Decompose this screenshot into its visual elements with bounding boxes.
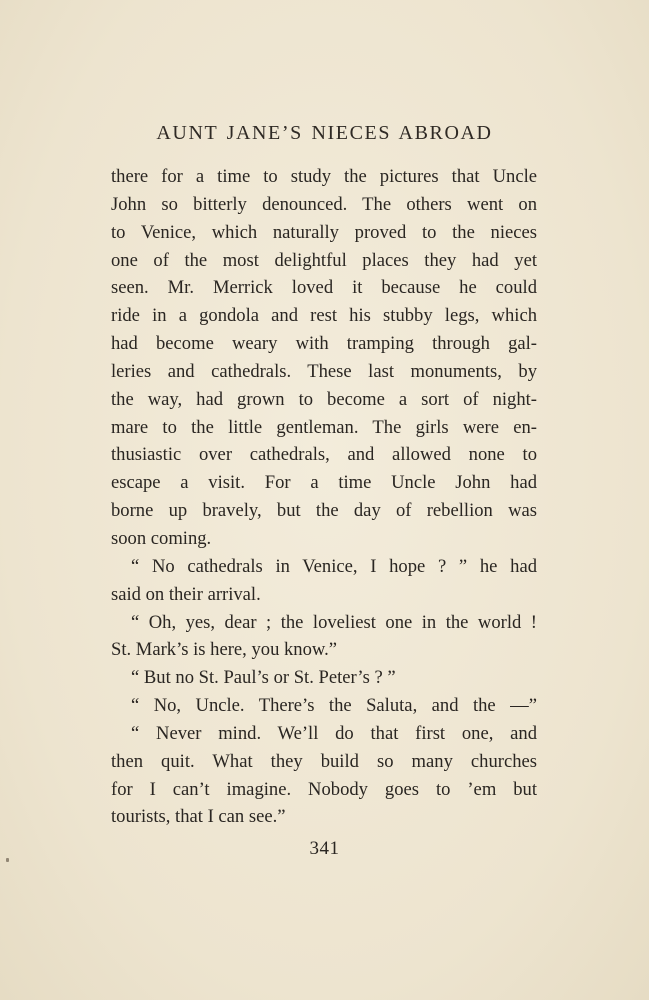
text-line: said on their arrival. — [111, 583, 261, 605]
text-line: mare to the little gentleman. The girls were en- — [111, 416, 537, 438]
text-line: the way, had grown to become a sort of night- — [111, 388, 537, 410]
paper-speck — [6, 858, 9, 862]
page-number: 341 — [309, 838, 340, 859]
text-line: borne up bravely, but the day of rebellion was — [111, 500, 537, 522]
text-line: “ No cathedrals in Venice, I hope ? ” he had — [131, 555, 537, 577]
running-head: AUNT JANE’S NIECES ABROAD — [156, 122, 493, 144]
text-line: seen. Mr. Merrick loved it because he could — [111, 277, 537, 299]
text-line: to Venice, which naturally proved to the nieces — [111, 221, 537, 243]
text-line: had become weary with tramping through gal- — [111, 333, 537, 355]
text-line: tourists, that I can see.” — [111, 806, 286, 828]
text-line: St. Mark’s is here, you know.” — [111, 639, 338, 661]
text-line: “ But no St. Paul’s or St. Peter’s ? ” — [131, 667, 396, 689]
text-line: “ Oh, yes, dear ; the loveliest one in the world ! — [131, 611, 537, 633]
body-text — [111, 163, 537, 831]
text-line: one of the most delightful places they had yet — [111, 249, 537, 271]
text-line: for I can’t imagine. Nobody goes to ’em but — [111, 778, 537, 800]
text-line: thusiastic over cathedrals, and allowed none to — [111, 444, 537, 466]
text-line: John so bitterly denounced. The others went on — [111, 193, 537, 215]
text-line: “ Never mind. We’ll do that first one, and — [131, 722, 537, 744]
text-line: “ No, Uncle. There’s the Saluta, and the —” — [131, 695, 537, 717]
text-line: leries and cathedrals. These last monuments, by — [111, 360, 537, 382]
text-line: ride in a gondola and rest his stubby legs, which — [111, 305, 537, 327]
text-line: soon coming. — [111, 527, 212, 549]
text-line: there for a time to study the pictures that Uncle — [111, 166, 537, 187]
text-line: then quit. What they build so many churches — [111, 750, 537, 772]
text-line: escape a visit. For a time Uncle John had — [111, 472, 537, 494]
